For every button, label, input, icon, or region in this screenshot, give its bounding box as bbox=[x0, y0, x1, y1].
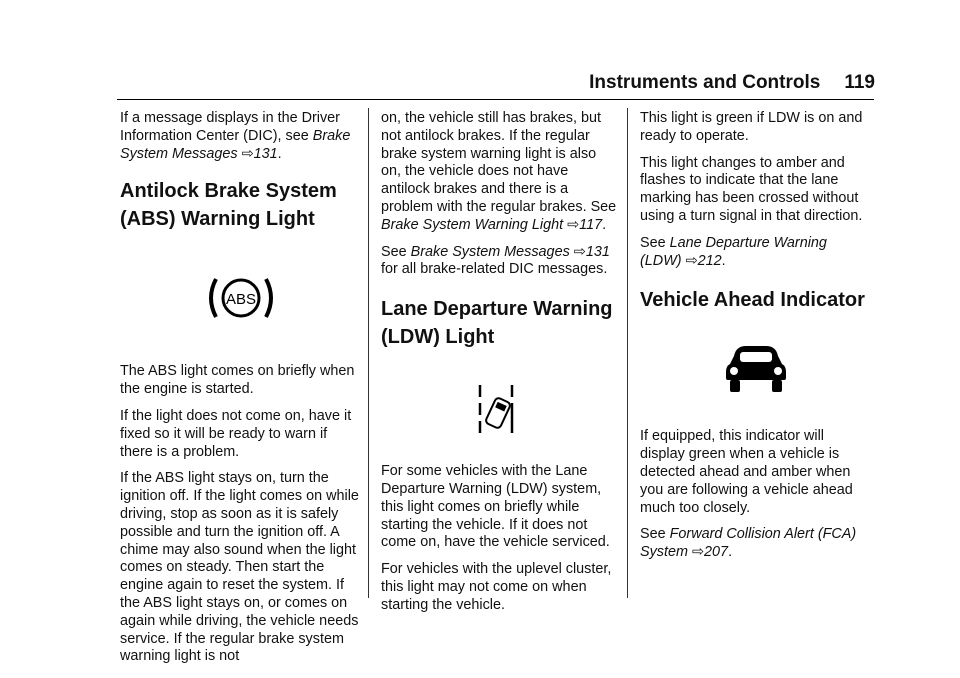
column-middle bbox=[381, 110, 617, 624]
vehicle-ahead-icon bbox=[640, 344, 872, 394]
paragraph: If the ABS light stays on, turn the ignition off. If the light comes on while driving, stop as soon as it is safely possible and turn the ignition off. A chime may also sound when the light comes on steady. Then start the engine again to reset the system. If the ABS light stays on, or comes on again while driving, the vehicle needs service. If the regular brake system warning light is not bbox=[120, 470, 359, 665]
paragraph: See Forward Collision Alert (FCA) System ⇨207. bbox=[640, 526, 857, 561]
paragraph: on, the vehicle still has brakes, but not antilock brakes. If the regular brake system warning light is also on, the vehicle does not have antilock brakes and there is a problem with the regular brakes. See Brake System Warning Light ⇨117. bbox=[381, 110, 617, 233]
page-ref-icon: ⇨ bbox=[567, 216, 580, 233]
paragraph: If the light does not come on, have it fixed so it will be ready to warn if there is a problem. bbox=[120, 407, 352, 460]
abs-warning-icon bbox=[120, 273, 362, 323]
page-ref-icon: ⇨ bbox=[691, 544, 705, 561]
xref-link[interactable]: Forward Collision Alert (FCA) System bbox=[640, 526, 857, 561]
section-heading: Lane Departure Warning (LDW) Light bbox=[381, 298, 613, 349]
paragraph: See Lane Departure Warning (LDW) ⇨212. bbox=[640, 234, 827, 269]
xref-page[interactable]: 207 bbox=[704, 544, 729, 561]
page-ref-icon: ⇨ bbox=[573, 243, 586, 260]
intro-paragraph: If a message displays in the Driver Information Center (DIC), see Brake System Messages ⇨131. bbox=[120, 110, 351, 162]
paragraph: The ABS light comes on briefly when the engine is started. bbox=[120, 363, 355, 398]
section-heading: Antilock Brake System (ABS) Warning Light bbox=[120, 180, 337, 231]
xref-page[interactable]: 131 bbox=[253, 145, 278, 162]
xref-link[interactable]: Brake System Messages bbox=[410, 243, 570, 260]
paragraph: For some vehicles with the Lane Departure Warning (LDW) system, this light comes on briefly while starting the vehicle. If it does not come on, have the vehicle serviced. bbox=[381, 463, 610, 551]
header-rule bbox=[117, 99, 874, 100]
paragraph: This light is green if LDW is on and ready to operate. bbox=[640, 110, 863, 144]
lane-departure-icon bbox=[381, 381, 617, 437]
paragraph: This light changes to amber and flashes to indicate that the lane marking has been crossed without using a turn signal in that direction. bbox=[640, 154, 863, 224]
page-number: 119 bbox=[844, 72, 875, 93]
paragraph: See Brake System Messages ⇨131 for all brake-related DIC messages. bbox=[381, 243, 610, 278]
xref-link[interactable]: Brake System Messages bbox=[120, 127, 351, 162]
xref-page[interactable]: 131 bbox=[585, 243, 610, 260]
page-header bbox=[585, 72, 875, 98]
column-left bbox=[120, 110, 362, 675]
section-heading: Vehicle Ahead Indicator bbox=[640, 289, 865, 312]
column-right bbox=[640, 110, 872, 571]
paragraph: For vehicles with the uplevel cluster, this light may not come on when starting the vehicle. bbox=[381, 561, 612, 613]
column-divider bbox=[627, 108, 628, 598]
column-divider bbox=[368, 108, 369, 598]
page-ref-icon: ⇨ bbox=[241, 145, 254, 162]
abs-icon-label: ABS bbox=[225, 291, 257, 309]
xref-page[interactable]: 117 bbox=[579, 216, 603, 233]
page-ref-icon: ⇨ bbox=[685, 252, 698, 269]
xref-link[interactable]: Brake System Warning Light bbox=[381, 216, 564, 233]
section-title: Instruments and Controls bbox=[589, 72, 821, 93]
xref-page[interactable]: 212 bbox=[697, 252, 722, 269]
xref-link[interactable]: Lane Departure Warning (LDW) bbox=[640, 234, 827, 269]
paragraph: If equipped, this indicator will display green when a vehicle is detected ahead and amber when you are following a vehicle ahead much too closely. bbox=[640, 428, 853, 516]
